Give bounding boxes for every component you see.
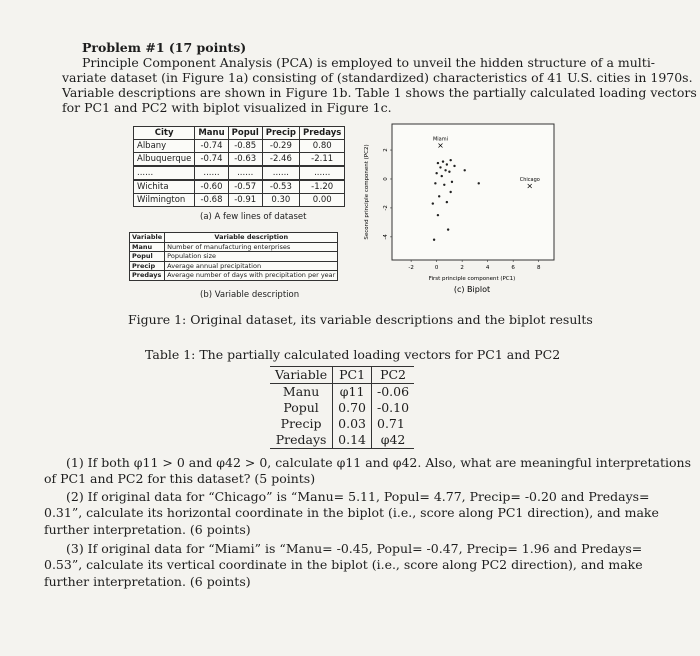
cell-city: Wichita [134,180,195,194]
cell-description: Number of manufacturing enterprises [165,242,338,252]
data-point [437,162,439,164]
cell-value: -0.63 [228,153,262,167]
intro-line: Principle Component Analysis (PCA) is employed to unveil the hidden structure of a multi- [82,55,656,70]
cell-value: -0.74 [195,153,228,167]
cell-pc2: -0.06 [377,384,410,399]
intro-line: Variable descriptions are shown in Figure 1b. Table 1 shows the partially calculated loading vectors [62,85,697,100]
intro-line: for PC1 and PC2 with biplot visualized in Figure 1c. [62,100,392,115]
highlight-label: Chicago [519,177,540,184]
cell-description: Average number of days with precipitation per year [165,271,338,281]
cell-value: -0.74 [195,140,228,153]
x-tick-label: 6 [511,265,515,271]
cell-variable: Popul [270,400,333,416]
question-line: (2) If original data for “Chicago” is “Manu= 5.11, Popul= 4.77, Precip= -0.20 and Predays= [66,489,650,504]
question-line: 0.53”, calculate its vertical coordinate in the biplot (i.e., score along PC2 direction), and make [44,557,643,572]
cell-variable: Predays [270,432,333,449]
dataset-table [133,126,345,207]
cell-variable: Predays [130,271,165,281]
data-point [478,182,480,184]
table-row [270,416,414,432]
data-point [442,160,444,162]
table-row-ellipsis [134,166,345,180]
data-point [434,182,436,184]
data-point [444,169,446,171]
cell-pc1: 0.70 [333,400,372,416]
table-row [270,400,414,416]
cell-ellipsis: ...... [228,166,262,180]
header-city: City [134,127,195,140]
header-popul: Popul [228,127,262,140]
cell-value: -0.53 [262,180,299,194]
cell-value: 0.30 [262,194,299,207]
table-row [130,252,338,262]
table-header-row [270,367,414,384]
cell-value: -0.68 [195,194,228,207]
x-tick-label: 2 [460,265,464,271]
header-pc2: PC2 [372,367,415,384]
cell-ellipsis: ...... [262,166,299,180]
cell-pc1: φ11 [333,384,372,401]
table-row [134,153,345,167]
cell-variable: Popul [130,252,165,262]
cell-value: -0.85 [228,140,262,153]
header-precip: Precip [262,127,299,140]
cell-value: -0.57 [228,180,262,194]
cell-variable: Manu [130,242,165,252]
data-point [435,172,437,174]
cell-pc2: -0.10 [377,400,410,415]
figure-a-caption: (a) A few lines of dataset [200,212,307,222]
x-tick-label: 4 [485,265,490,271]
cell-value: -0.29 [262,140,299,153]
cell-value: -2.46 [262,153,299,167]
cell-ellipsis: ...... [195,166,228,180]
figure-caption: Figure 1: Original dataset, its variable descriptions and the biplot results [128,312,593,327]
header-pc1: PC1 [333,367,372,384]
question-line: 0.31”, calculate its horizontal coordinate in the biplot (i.e., score along PC1 direction), and make [44,505,659,520]
data-point [446,163,448,165]
cell-variable: Manu [270,384,333,401]
data-point [432,202,434,204]
cell-pc1: 0.03 [333,416,372,432]
x-axis-label: First principle component (PC1) [428,276,516,282]
cell-pc2: 0.71 [377,416,405,431]
table-row [134,180,345,194]
biplot-chart [360,118,560,298]
data-point [453,165,455,167]
cell-variable: Precip [270,416,333,432]
table-row [270,384,414,401]
question-line: (3) If original data for “Miami” is “Manu= -0.45, Popul= -0.47, Precip= 1.96 and Predays= [66,541,643,556]
cell-ellipsis: ...... [134,166,195,180]
data-point [439,166,441,168]
table-row [130,261,338,271]
cell-city: Albany [134,140,195,153]
cell-pc1: 0.14 [333,432,372,449]
cell-value: 0.00 [300,194,345,207]
cell-value: -0.60 [195,180,228,194]
question-line: further interpretation. (6 points) [44,522,251,537]
cell-pc2: φ42 [372,432,415,449]
cell-value: 0.80 [300,140,345,153]
x-tick-label: 8 [536,265,541,271]
intro-line: variate dataset (in Figure 1a) consisting of (standardized) characteristics of 41 U.S. cities in 1970s. [62,70,693,85]
cell-value: -2.11 [300,153,345,167]
table-row [134,140,345,153]
loading-table [270,366,414,449]
cell-description: Population size [165,252,338,262]
variable-table [129,232,338,281]
data-point [446,201,448,203]
data-point [449,191,451,193]
cell-city: Albuquerque [134,153,195,167]
y-tick-label: 2 [383,148,389,152]
highlight-label: Miami [432,136,448,143]
cell-city: Wilmington [134,194,195,207]
header-description: Variable description [165,233,338,243]
highlight-marker: × [437,141,444,151]
highlight-marker: × [526,181,534,191]
cell-value: -0.91 [228,194,262,207]
table-row [130,271,338,281]
data-point [447,228,449,230]
cell-description: Average annual precipitation [165,261,338,271]
problem-title: Problem #1 (17 points) [82,40,247,55]
y-tick-label: -4 [383,234,389,240]
data-point [451,181,453,183]
x-tick-label: -2 [408,265,414,271]
header-manu: Manu [195,127,228,140]
table1-caption: Table 1: The partially calculated loading vectors for PC1 and PC2 [145,347,561,362]
question-line: of PC1 and PC2 for this dataset? (5 points) [44,471,316,486]
figure-c-caption: (c) Biplot [453,285,491,294]
data-point [448,171,450,173]
table-header-row [130,233,338,243]
data-point [433,239,435,241]
cell-value: -1.20 [300,180,345,194]
header-predays: Predays [300,127,345,140]
cell-ellipsis: ...... [300,166,345,180]
data-point [438,195,440,197]
header-variable: Variable [270,367,333,384]
y-axis-label: Second principle component (PC2) [364,144,370,240]
x-tick-label: 0 [434,265,439,271]
y-tick-label: -2 [383,205,389,211]
data-point [464,169,466,171]
table-row [130,242,338,252]
y-tick-label: 0 [383,177,389,181]
question-line: further interpretation. (6 points) [44,574,251,589]
header-variable: Variable [130,233,165,243]
question-line: (1) If both φ11 > 0 and φ42 > 0, calculate φ11 and φ42. Also, what are meaningful interpretations [66,455,691,470]
table-header-row [134,127,345,140]
table-row [134,194,345,207]
plot-area [392,124,554,260]
figure-b-caption: (b) Variable description [200,290,300,300]
data-point [443,184,445,186]
table-row [270,432,414,449]
data-point [441,175,443,177]
cell-variable: Precip [130,261,165,271]
data-point [437,214,439,216]
data-point [449,159,451,161]
